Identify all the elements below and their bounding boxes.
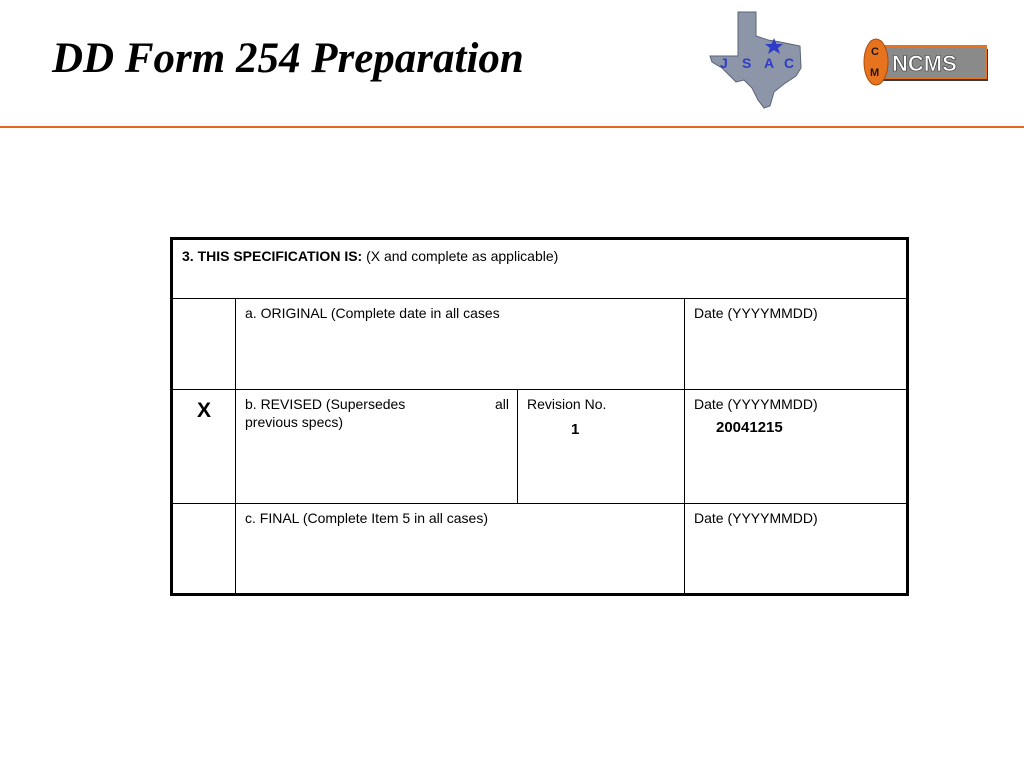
form-header-cell (172, 239, 908, 299)
header-item-label: 3. THIS SPECIFICATION IS: (182, 248, 363, 264)
checkbox-cell-revised[interactable] (172, 390, 236, 504)
slide-title: DD Form 254 Preparation (52, 35, 524, 82)
form-header-row (172, 239, 908, 299)
ncms-logo (862, 38, 990, 88)
cm-letter-c: C (871, 46, 879, 58)
mark-revised: X (196, 399, 211, 422)
final-date-cell[interactable] (685, 504, 908, 595)
final-date-label: Date (YYYYMMDD) (694, 510, 818, 526)
jsac-letter-j: J (720, 55, 728, 71)
revised-label-part1: b. REVISED (Supersedes (245, 396, 406, 412)
table-row (172, 504, 908, 595)
table-row (172, 390, 908, 504)
revised-label-line1 (245, 396, 509, 414)
original-date-cell[interactable] (685, 299, 908, 390)
jsac-letter-s: S (742, 55, 752, 71)
revised-date-label: Date (YYYYMMDD) (694, 396, 818, 412)
jsac-logo (708, 10, 804, 110)
revision-number-value: 1 (571, 420, 580, 438)
revised-date-cell[interactable] (685, 390, 908, 504)
final-label-cell (236, 504, 685, 595)
revision-number-label: Revision No. (527, 396, 607, 412)
jsac-letter-c: C (784, 55, 795, 71)
revised-label-cell (236, 390, 518, 504)
ncms-wordmark: NCMS (892, 51, 957, 76)
title-divider (0, 126, 1024, 128)
specification-form-table (170, 237, 909, 596)
cm-letter-m: M (870, 67, 880, 79)
final-label: c. FINAL (Complete Item 5 in all cases) (245, 510, 489, 526)
original-label: a. ORIGINAL (Complete date in all cases (245, 305, 500, 321)
revision-number-cell[interactable] (518, 390, 685, 504)
jsac-letter-a: A (764, 55, 775, 71)
table-row (172, 299, 908, 390)
revised-label-line2: previous specs) (245, 413, 344, 430)
checkbox-cell-final[interactable] (172, 504, 236, 595)
revised-date-value: 20041215 (716, 418, 783, 436)
header-instruction: (X and complete as applicable) (362, 248, 559, 264)
original-label-cell (236, 299, 685, 390)
original-date-label: Date (YYYYMMDD) (694, 305, 818, 321)
revised-label-part2: all (494, 396, 509, 412)
checkbox-cell-original[interactable] (172, 299, 236, 390)
